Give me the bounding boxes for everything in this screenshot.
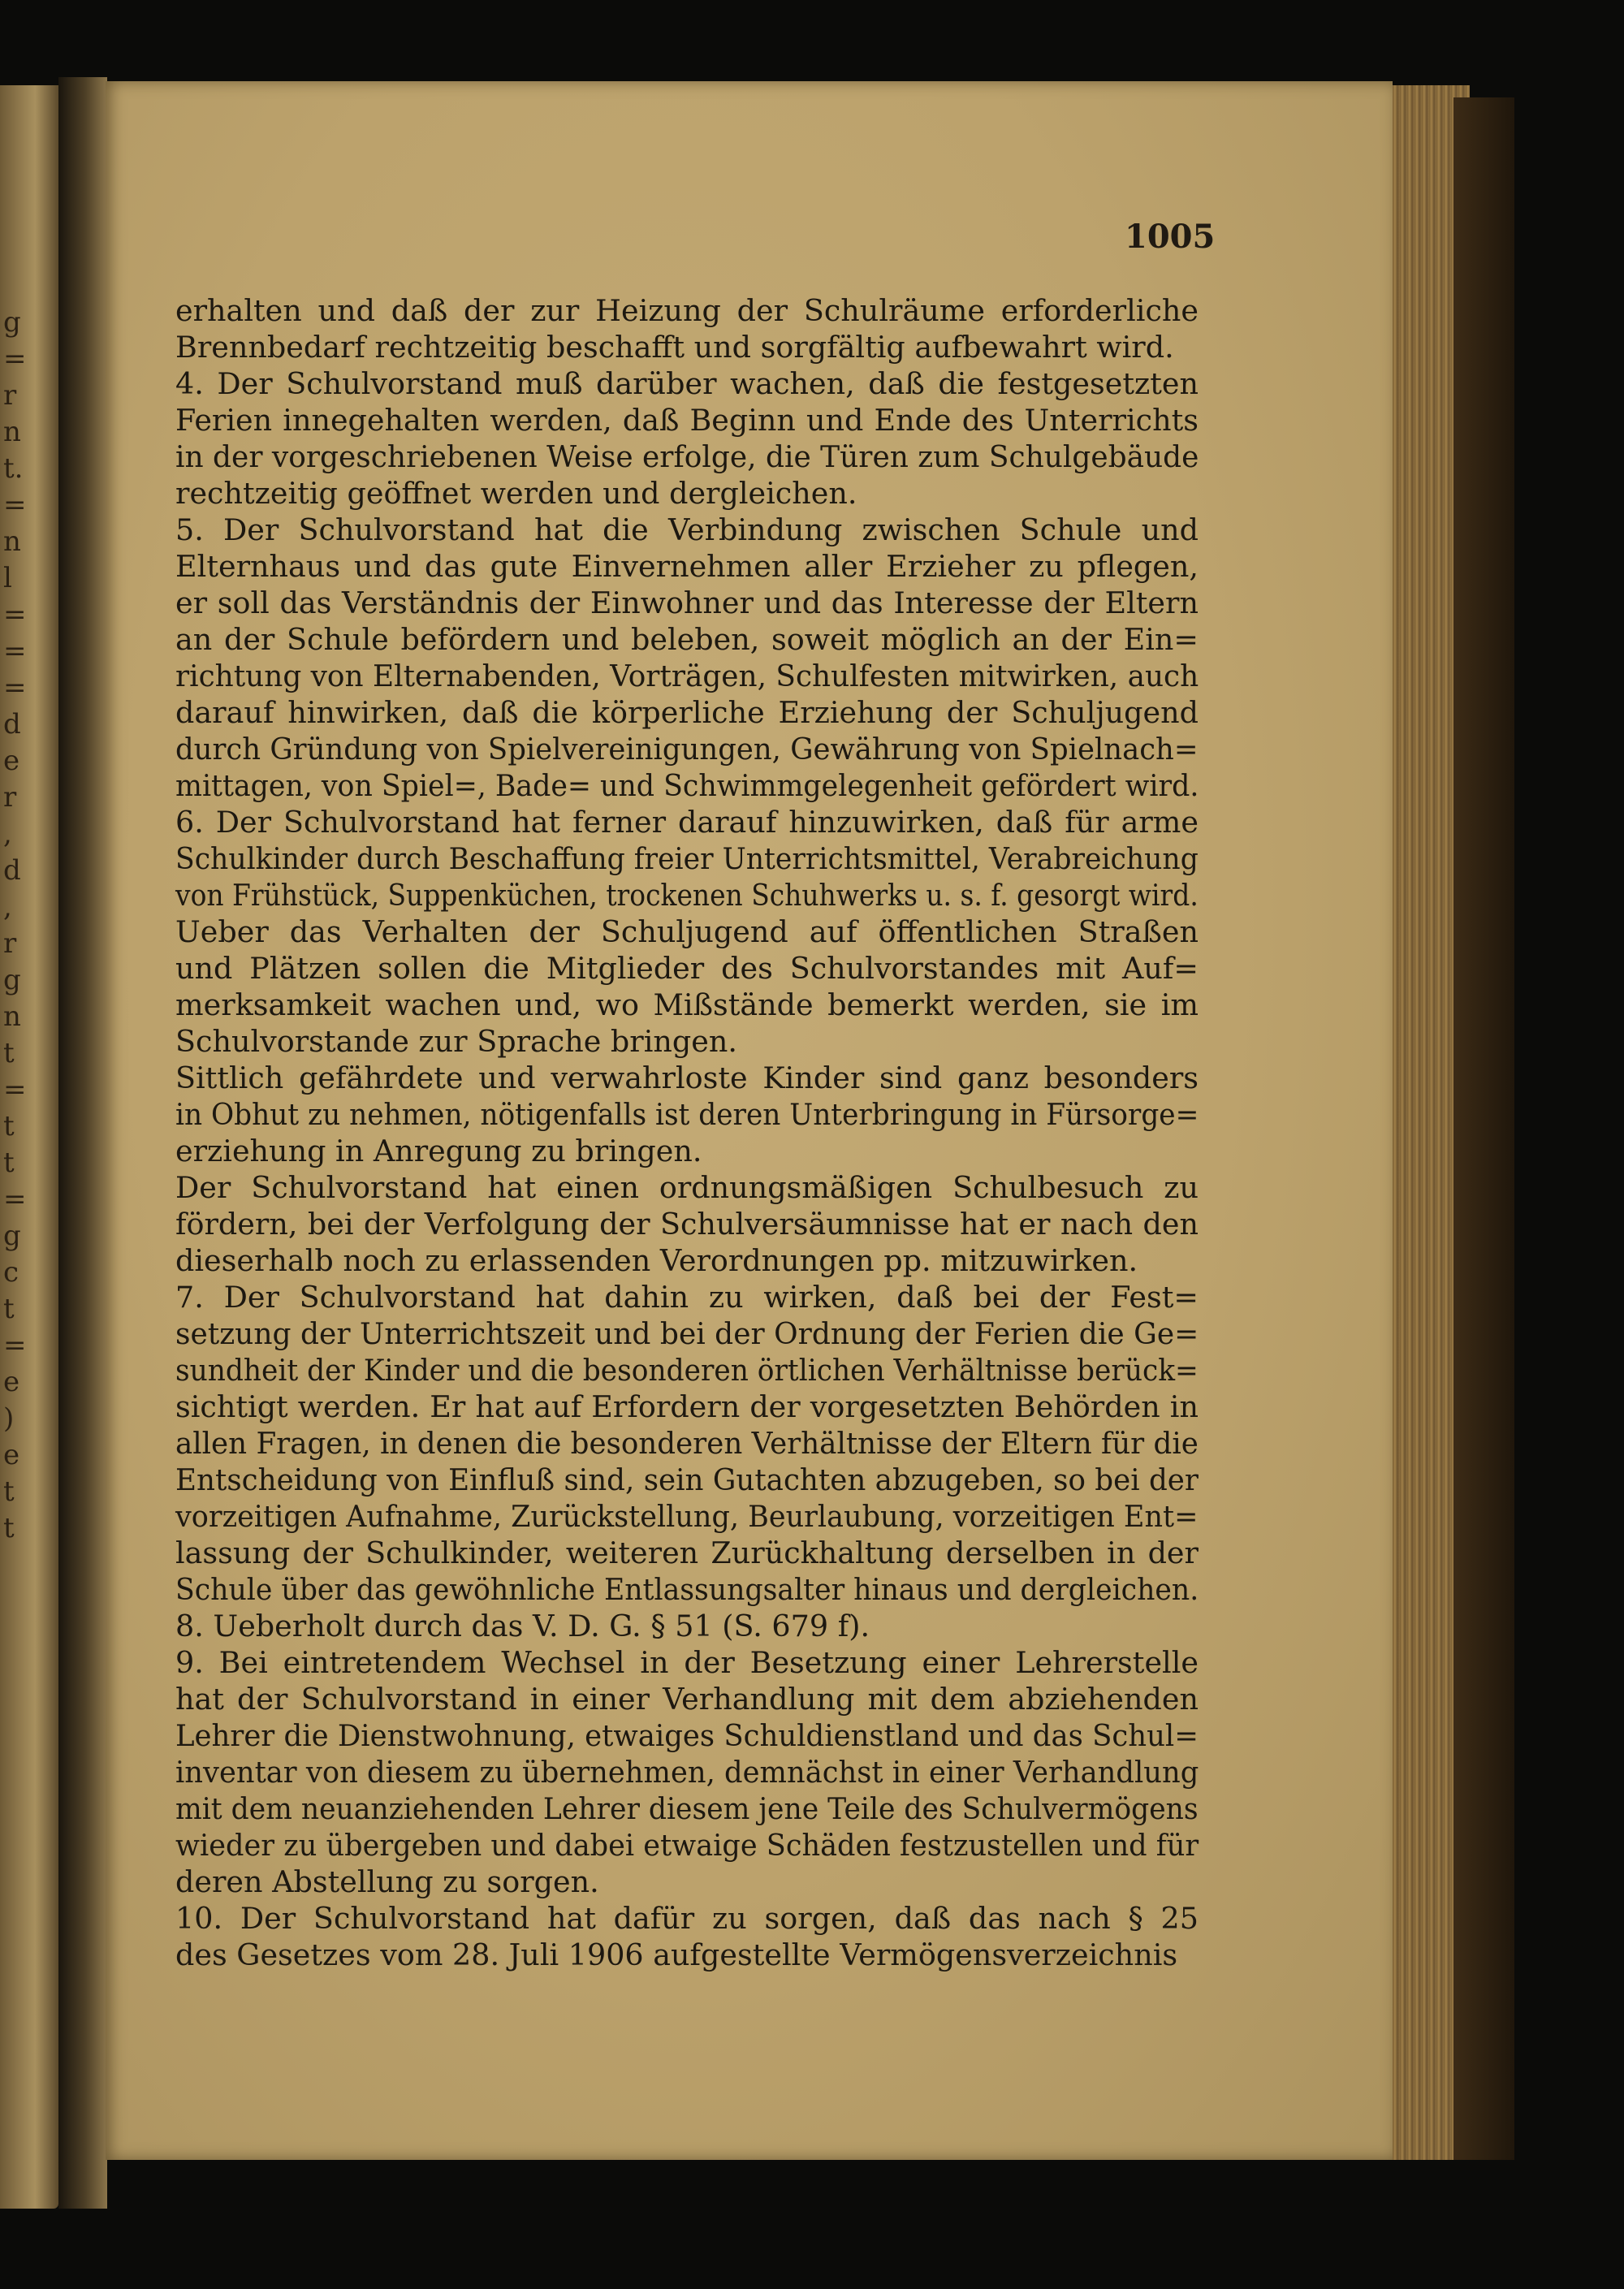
text-line: des Gesetzes vom 28. Juli 1906 aufgestellte Vermögensverzeichnis [175,1937,1178,1972]
facing-page-letters [3,304,36,1547]
text-line: Schulvorstande zur Sprache bringen. [175,1024,738,1059]
facing-page-letter: ) [3,1402,15,1435]
text-line: mit dem neuanziehenden Lehrer diesem jene Teile des Schulvermögens [175,1791,1199,1826]
text-line: Schulkinder durch Beschaffung freier Unterrichtsmittel, Verabreichung [175,841,1199,876]
facing-page-letter: t [3,1293,15,1325]
facing-page-letter: = [3,672,27,704]
paragraph [175,1900,1199,1973]
text-line: in Obhut zu nehmen, nötigenfalls ist deren Unterbringung in Fürsorge= [175,1097,1199,1132]
facing-page-letter: t [3,1147,15,1179]
facing-page-letter: c [3,1256,19,1289]
text-line: sundheit der Kinder und die besonderen örtlichen Verhältnisse berück= [175,1353,1199,1388]
text-line: 6. Der Schulvorstand hat ferner darauf hinzuwirken, daß für arme [175,805,1199,840]
text-line: von Frühstück, Suppenküchen, trockenen Schuhwerks u. s. f. gesorgt wird. [175,878,1199,913]
paragraph [175,913,1199,1060]
facing-page-letter: = [3,598,27,631]
text-line: wieder zu übergeben und dabei etwaige Schäden festzustellen und für [175,1828,1199,1863]
facing-page-letter: t [3,1037,15,1069]
text-line: fördern, bei der Verfolgung der Schulversäumnisse hat er nach den [175,1207,1199,1242]
paragraph [175,1169,1199,1279]
facing-page-letter: t [3,1475,15,1508]
text-line: hat der Schulvorstand in einer Verhandlung mit dem abziehenden [175,1682,1199,1717]
facing-page-letter: d [3,708,21,741]
text-line: rechtzeitig geöffnet werden und dergleichen. [175,476,857,511]
text-line: durch Gründung von Spielvereinigungen, Gewährung von Spielnach= [175,732,1199,767]
page-number: 1005 [1125,218,1216,256]
facing-page-letter: = [3,343,27,375]
facing-page-letter: g [3,1220,21,1252]
facing-page-letter: = [3,635,27,667]
facing-page-letter: t. [3,452,24,485]
text-line: Elternhaus und das gute Einvernehmen aller Erzieher zu pflegen, [175,549,1199,584]
text-line: 9. Bei eintretendem Wechsel in der Besetzung einer Lehrerstelle [175,1645,1199,1680]
text-line: setzung der Unterrichtszeit und bei der Ordnung der Ferien die Ge= [175,1316,1199,1351]
facing-page-letter: e [3,1439,20,1471]
facing-page-letter: , [3,818,12,850]
text-line: Schule über das gewöhnliche Entlassungsalter hinaus und dergleichen. [175,1572,1199,1607]
facing-page-letter: g [3,306,21,339]
paragraph [175,804,1199,913]
text-line: 4. Der Schulvorstand muß darüber wachen, daß die festgesetzten [175,366,1199,401]
facing-page-letter: t [3,1110,15,1142]
facing-page-letter: , [3,891,12,923]
facing-page-letter: n [3,416,21,448]
facing-page-letter: = [3,489,27,521]
text-line: 10. Der Schulvorstand hat dafür zu sorgen, daß das nach § 25 [175,1901,1199,1936]
text-line: Ueber das Verhalten der Schuljugend auf öffentlichen Straßen [175,914,1199,949]
facing-page-letter: r [3,379,17,412]
text-line: 5. Der Schulvorstand hat die Verbindung zwischen Schule und [175,512,1199,547]
text-line: deren Abstellung zu sorgen. [175,1864,599,1899]
facing-page-letter: l [3,562,12,594]
facing-page-letter: = [3,1329,27,1362]
text-line: Ferien innegehalten werden, daß Beginn und Ende des Unterrichts [175,403,1199,438]
text-line: in der vorgeschriebenen Weise erfolge, die Türen zum Schulgebäude [175,439,1199,474]
text-line: allen Fragen, in denen die besonderen Verhältnisse der Eltern für die [175,1426,1199,1461]
text-line: inventar von diesem zu übernehmen, demnächst in einer Verhandlung [175,1755,1199,1790]
text-line: darauf hinwirken, daß die körperliche Erziehung der Schuljugend [175,695,1199,730]
text-line: Brennbedarf rechtzeitig beschafft und sorgfältig aufbewahrt wird. [175,330,1174,365]
paragraph [175,292,1199,365]
text-line: 7. Der Schulvorstand hat dahin zu wirken, daß bei der Fest= [175,1280,1199,1315]
facing-page-letter: n [3,1000,21,1033]
text-line: Entscheidung von Einfluß sind, sein Gutachten abzugeben, so bei der [175,1462,1199,1497]
paragraph [175,365,1199,512]
facing-page-edge [0,85,58,2209]
facing-page-letter: n [3,525,21,558]
facing-page-letter: e [3,745,20,777]
book-gutter [58,77,107,2209]
paragraph [175,1279,1199,1608]
facing-page-letter: g [3,964,21,996]
text-line: Sittlich gefährdete und verwahrloste Kinder sind ganz besonders [175,1060,1199,1095]
facing-page-letter: t [3,1512,15,1544]
text-line: erhalten und daß der zur Heizung der Schulräume erforderliche [175,293,1199,328]
text-line: lassung der Schulkinder, weiteren Zurückhaltung derselben in der [175,1535,1199,1570]
text-line: dieserhalb noch zu erlassenden Verordnungen pp. mitzuwirken. [175,1243,1138,1278]
text-line: 8. Ueberholt durch das V. D. G. § 51 (S. 679 f). [175,1609,870,1643]
text-line: erziehung in Anregung zu bringen. [175,1134,702,1168]
facing-page-letter: d [3,854,21,887]
text-line: vorzeitigen Aufnahme, Zurückstellung, Beurlaubung, vorzeitigen Ent= [175,1499,1199,1534]
facing-page-letter: e [3,1366,20,1398]
facing-page-letter: r [3,927,17,960]
paragraph [175,512,1199,804]
paragraph [175,1060,1199,1169]
paragraph [175,1608,1199,1644]
text-line: Der Schulvorstand hat einen ordnungsmäßigen Schulbesuch zu [175,1170,1199,1205]
page-body-text [175,292,1199,1973]
text-line: er soll das Verständnis der Einwohner und das Interesse der Eltern [175,585,1199,620]
facing-page-letter: r [3,781,17,814]
text-line: an der Schule befördern und beleben, soweit möglich an der Ein= [175,622,1199,657]
facing-page-letter: = [3,1183,27,1216]
text-line: richtung von Elternabenden, Vorträgen, Schulfesten mitwirken, auch [175,659,1199,693]
text-line: sichtigt werden. Er hat auf Erfordern der vorgesetzten Behörden in [175,1389,1199,1424]
text-line: mittagen, von Spiel=, Bade= und Schwimmgelegenheit gefördert wird. [175,768,1199,803]
book-cover-edge [1453,97,1514,2160]
text-line: und Plätzen sollen die Mitglieder des Schulvorstandes mit Auf= [175,951,1199,986]
text-line: merksamkeit wachen und, wo Mißstände bemerkt werden, sie im [175,987,1199,1022]
paragraph [175,1644,1199,1900]
facing-page-letter: = [3,1073,27,1106]
text-line: Lehrer die Dienstwohnung, etwaiges Schuldienstland und das Schul= [175,1718,1199,1753]
